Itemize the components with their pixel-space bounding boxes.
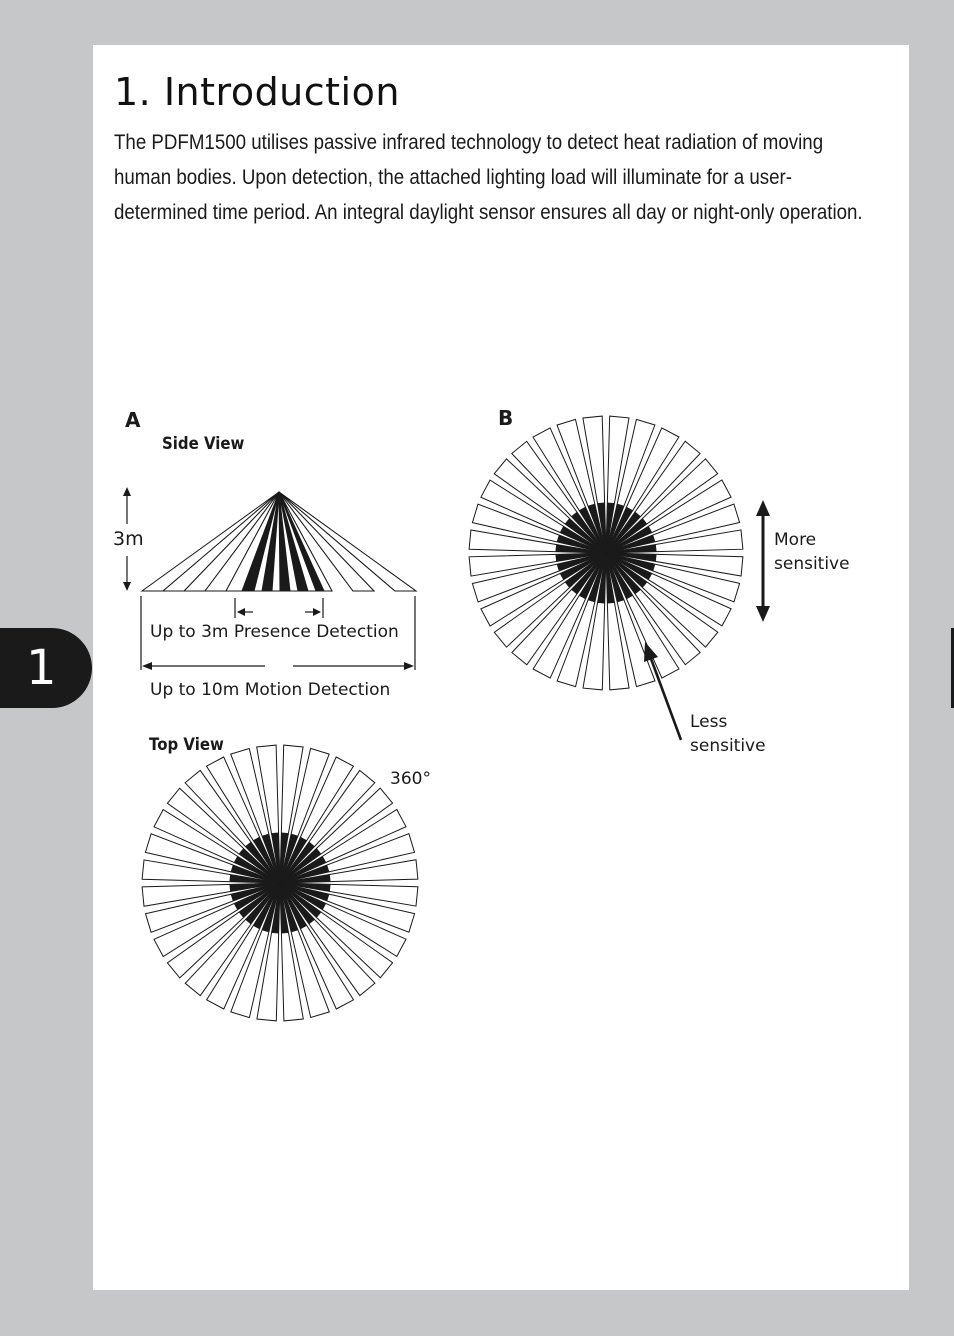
chapter-number: 1 [26,640,57,696]
page-title: 1. Introduction [114,70,400,114]
intro-paragraph: The PDFM1500 utilises passive infrared technology to detect heat radiation of moving human bodies. Upon detection, the attached lighting load will illuminate for a user-determined time period. An integral daylight sensor ensures all day or night-only operation. [114,130,863,224]
height-label: 3m [113,528,144,550]
less-label: Less [690,712,728,732]
height-arrow-icon [123,487,131,591]
presence-label: Up to 3m Presence Detection [150,622,399,642]
presence-dimension [235,598,323,618]
more-sensitive-label: sensitive [774,554,850,574]
less-sensitive-label: sensitive [690,736,766,756]
more-label: More [774,530,817,550]
double-arrow-icon [756,500,770,622]
side-view-fan [142,492,416,591]
figure-b-letter: B [498,406,514,430]
angle-label: 360° [390,769,431,789]
motion-label: Up to 10m Motion Detection [150,680,391,700]
sensitivity-starburst [469,416,743,690]
top-view-caption: Top View [149,735,224,755]
side-view-caption: Side View [162,434,245,454]
figure-a-letter: A [125,408,141,432]
top-view-starburst [142,745,418,1021]
motion-dimension [141,596,415,670]
